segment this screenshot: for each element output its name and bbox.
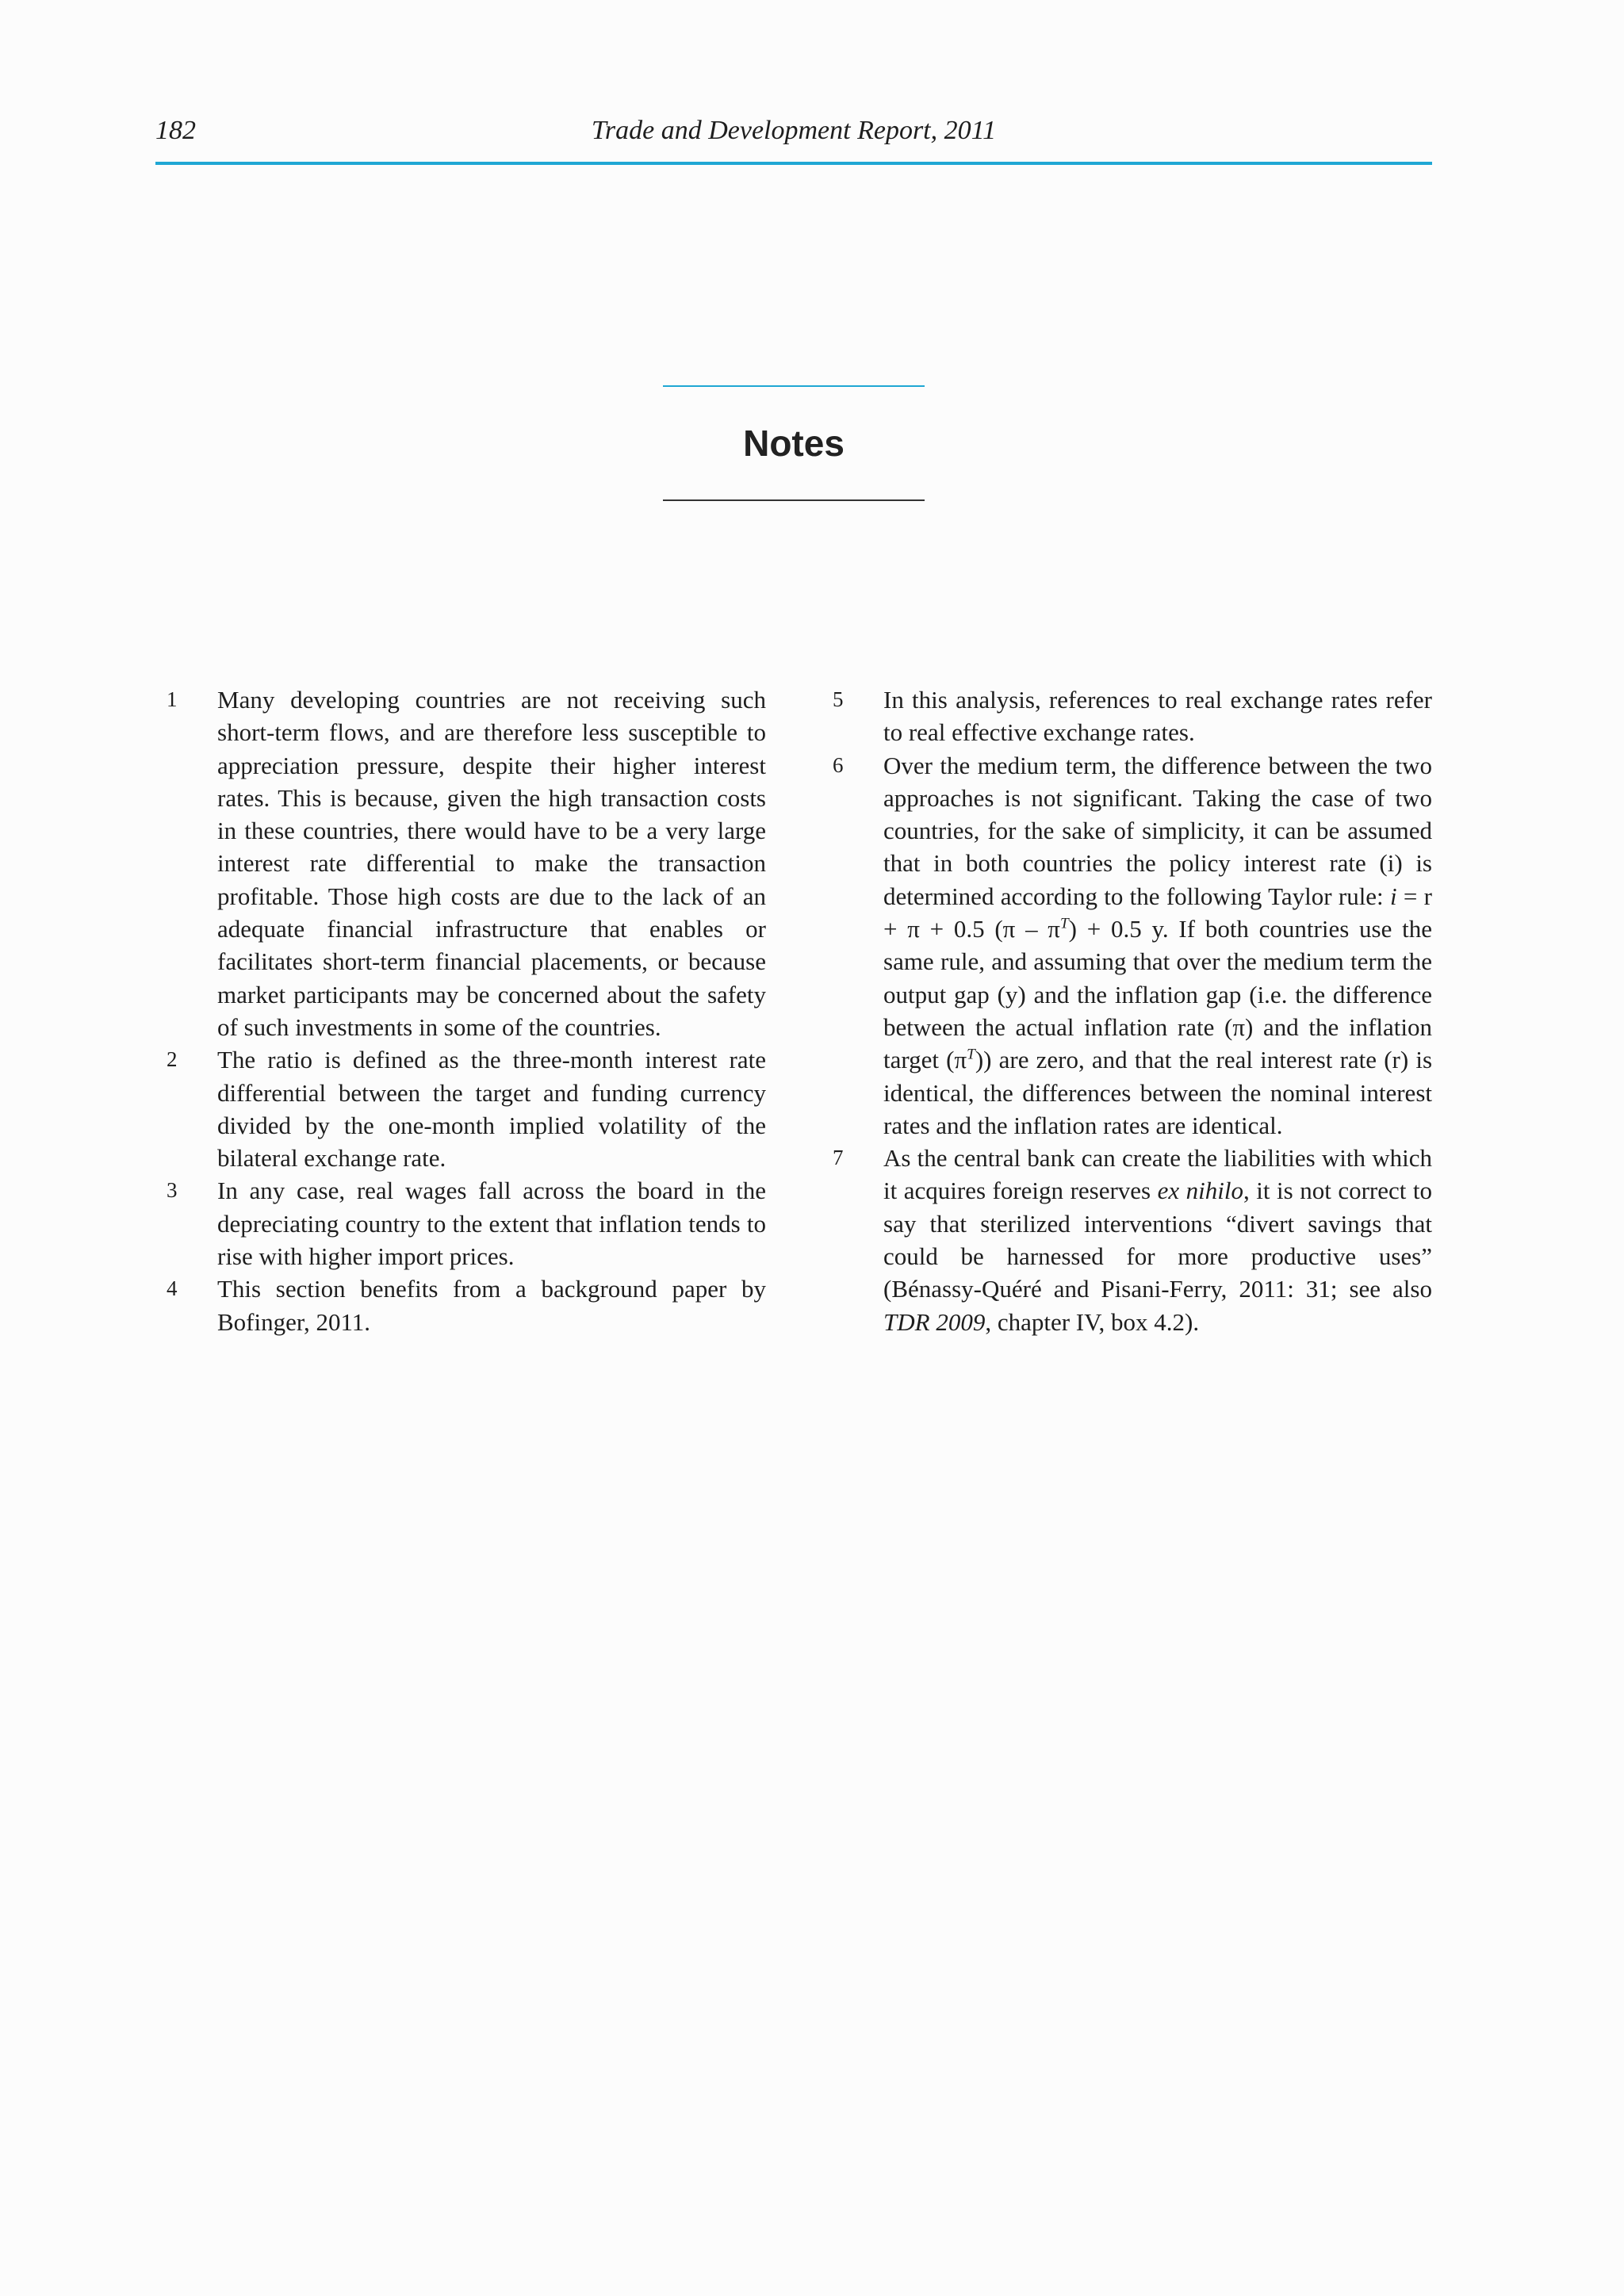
formula-text: ) + 0.5 y. If both countries use the same rule, and assuming that over the medium term the output gap (y) and the inflation gap (i.e. the difference between the actual inflation rate (π) and the inflation target (π: [883, 915, 1432, 1074]
formula-text: = r + π + 0.5 (π – π: [883, 882, 1432, 943]
formula-superscript: T: [967, 1046, 975, 1063]
italic-term: TDR 2009: [883, 1307, 986, 1336]
running-title: Trade and Development Report, 2011: [591, 116, 997, 145]
note-number: 4: [167, 1276, 178, 1301]
note-text: In any case, real wages fall across the board in the depreciating country to the extent that inflation tends to rise with higher import prices.: [217, 1177, 766, 1271]
note-number: 5: [833, 687, 844, 711]
note-text: Many developing countries are not receiving such short-term flows, and are therefore less susceptible to appreciation pressure, despite their higher interest rates. This is because, given the high transaction costs in these countries, there would have to be a very large interest rate differential to make the transaction profitable. Those high costs are due to the lack of an adequate financial infrastructure that enables or facilitates short-term financial placements, or because market participants may be concerned about the safety of such investments in some of the countries.: [217, 686, 766, 1041]
note-3: [155, 1174, 766, 1272]
note-4: [155, 1272, 766, 1338]
note-text-part: , chapter IV, box 4.2).: [985, 1307, 1200, 1336]
note-number: 2: [167, 1047, 178, 1072]
formula-variable: i: [1389, 882, 1397, 910]
page-number: 182: [155, 116, 196, 145]
note-number: 7: [833, 1146, 844, 1170]
note-text-part: Over the medium term, the difference between the two approaches is not significant. Taking the case of two countries, for the sake of simplicity, it can be assumed that in both countries the policy interest rate (i) is determined according to the following Taylor rule:: [883, 751, 1432, 910]
note-text: The ratio is defined as the three-month interest rate differential between the target and funding currency divided by the one-month implied volatility of the bilateral exchange rate.: [217, 1046, 766, 1173]
section-heading: Notes: [743, 423, 845, 464]
note-text-part: As the central bank can create the liabilities with which it acquires foreign reserves: [883, 1144, 1432, 1205]
note-text: [883, 1142, 1432, 1338]
notes-heading-block: [663, 385, 925, 501]
note-6: [822, 749, 1432, 1142]
italic-term: ex nihilo: [1157, 1177, 1244, 1205]
note-text-part: , it is not correct to say that sterilized interventions “divert savings that could be harnessed for more productive uses” (Bénassy-Quéré and Pisani-Ferry, 2011: 31; see also: [883, 1177, 1433, 1303]
note-text-part: )) are zero, and that the real interest rate (r) is identical, the differences between the nominal interest rates and the inflation rates are identical.: [883, 1046, 1433, 1139]
note-number: 3: [167, 1178, 178, 1203]
note-text: This section benefits from a background paper by Bofinger, 2011.: [217, 1275, 766, 1336]
note-5: [822, 683, 1432, 749]
note-1: [155, 683, 766, 1043]
note-7: [822, 1142, 1432, 1338]
note-number: 1: [167, 687, 178, 711]
note-number: 6: [833, 752, 844, 777]
notes-column-left: [155, 683, 766, 1338]
notes-column-right: [822, 683, 1432, 1338]
formula-superscript: T: [1059, 915, 1069, 932]
page-header: [155, 111, 1432, 165]
note-text: In this analysis, references to real exchange rates refer to real effective exchange rates.: [883, 686, 1432, 747]
note-text: [883, 749, 1432, 1142]
note-2: [155, 1043, 766, 1174]
